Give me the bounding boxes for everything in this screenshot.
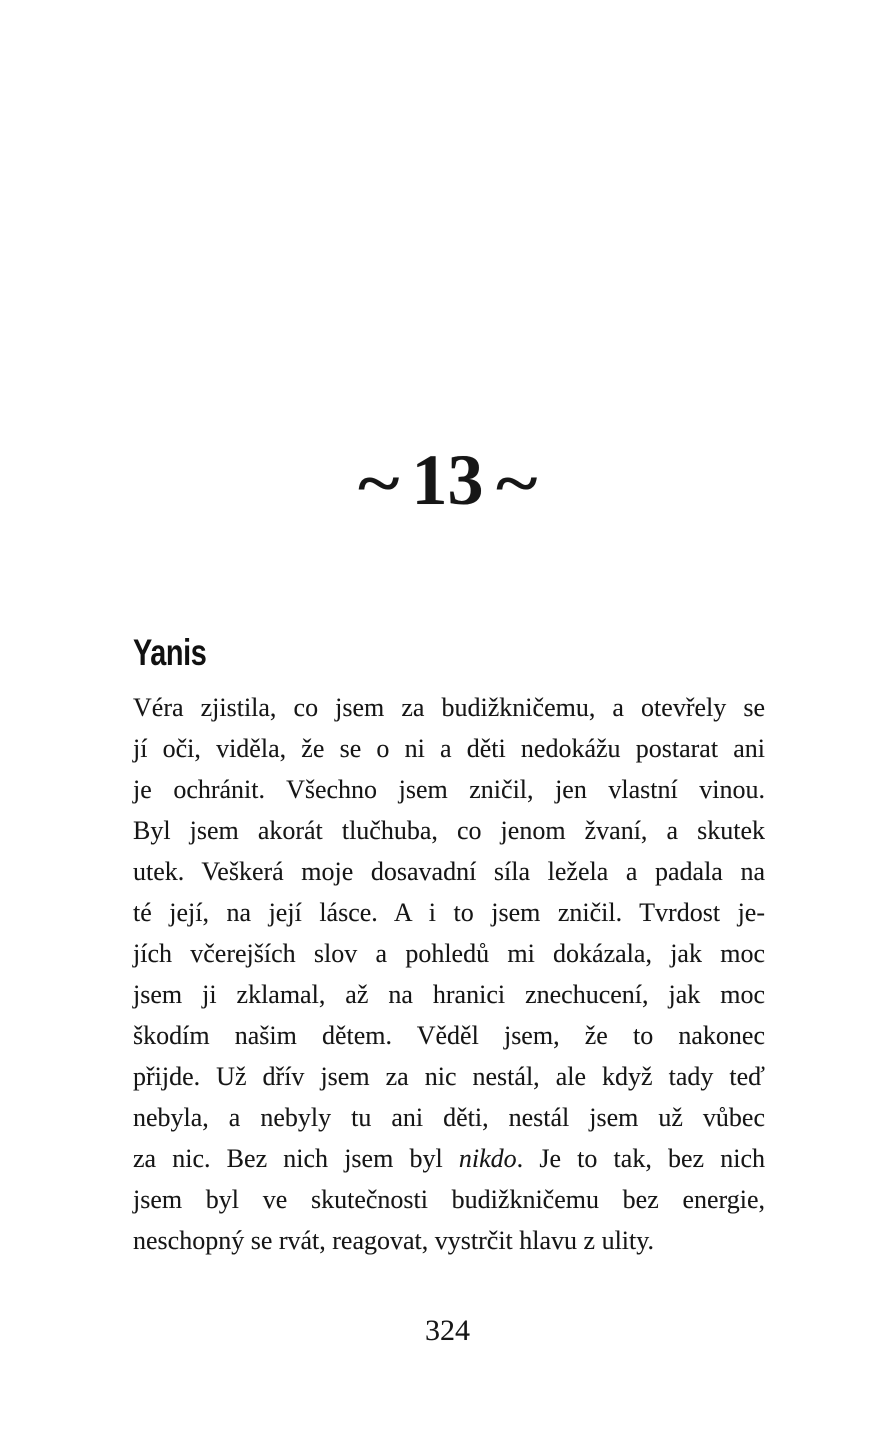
text-segment: Byl jsem akorát tlučhuba, co jenom žvaní, a skutek xyxy=(133,816,765,845)
paragraph-line xyxy=(133,1097,765,1138)
text-segment: za nic. Bez nich jsem byl xyxy=(133,1144,459,1173)
chapter-number: 13 xyxy=(411,440,484,520)
text-segment: jsem byl ve skutečnosti budižkničemu bez energie, xyxy=(133,1185,765,1214)
text-segment: neschopný se rvát, reagovat, vystrčit hlavu z ulity. xyxy=(133,1226,655,1255)
paragraph-line xyxy=(133,933,765,974)
text-segment: Véra zjistila, co jsem za budižkničemu, a otevřely se xyxy=(133,693,765,722)
paragraph-line xyxy=(133,851,765,892)
text-segment: škodím našim dětem. Věděl jsem, že to nakonec xyxy=(133,1021,765,1050)
chapter-ornament-left: ~ xyxy=(357,446,399,519)
section-heading: Yanis xyxy=(133,632,207,673)
text-segment: nebyla, a nebyly tu ani děti, nestál jsem už vůbec xyxy=(133,1103,765,1132)
chapter-heading xyxy=(0,440,895,520)
paragraph-line xyxy=(133,1015,765,1056)
paragraph-line xyxy=(133,1138,765,1179)
paragraph-line xyxy=(133,1056,765,1097)
paragraph-line xyxy=(133,1179,765,1220)
text-segment: jí oči, viděla, že se o ni a děti nedokážu postarat ani xyxy=(133,734,765,763)
paragraph-line xyxy=(133,769,765,810)
text-segment: jích včerejších slov a pohledů mi dokázala, jak moc xyxy=(133,939,765,968)
text-segment: utek. Veškerá moje dosavadní síla ležela a padala na xyxy=(133,857,765,886)
emphasized-word: nikdo xyxy=(458,1144,517,1173)
body-paragraph xyxy=(133,687,765,1261)
paragraph-line xyxy=(133,810,765,851)
paragraph-line xyxy=(133,974,765,1015)
page-number: 324 xyxy=(425,1314,470,1347)
text-segment: jsem ji zklamal, až na hranici znechucení, jak moc xyxy=(133,980,765,1009)
text-segment: té její, na její lásce. A i to jsem zničil. Tvrdost je- xyxy=(133,898,765,927)
paragraph-line xyxy=(133,1220,765,1261)
paragraph-line xyxy=(133,728,765,769)
text-segment: je ochránit. Všechno jsem zničil, jen vlastní vinou. xyxy=(133,775,765,804)
text-segment: přijde. Už dřív jsem za nic nestál, ale když tady teď xyxy=(133,1062,765,1091)
chapter-ornament-right: ~ xyxy=(496,446,538,519)
paragraph-line xyxy=(133,687,765,728)
paragraph-line xyxy=(133,892,765,933)
text-segment: . Je to tak, bez nich xyxy=(516,1144,765,1173)
